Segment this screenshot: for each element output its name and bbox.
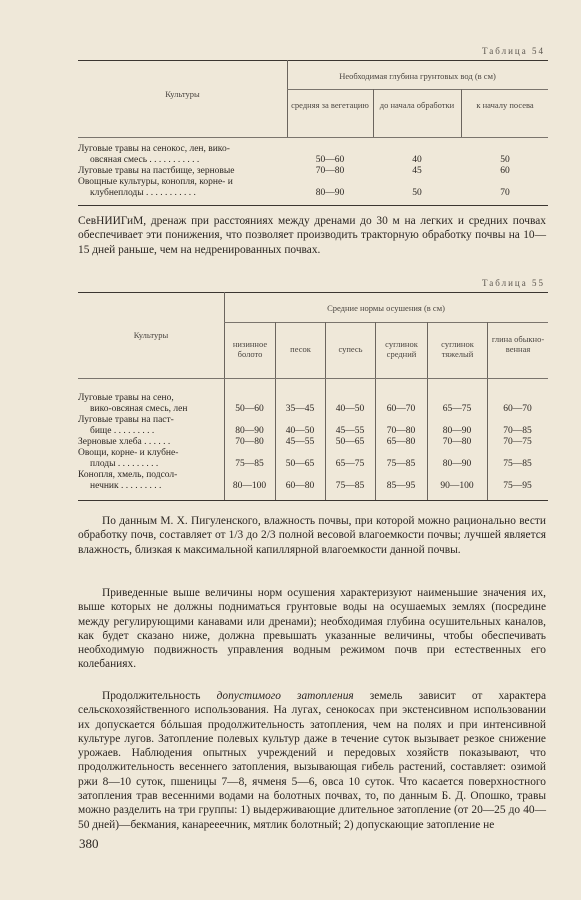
table-55-cell: 35—45 [285, 404, 315, 414]
table-55-subheader: песок [290, 344, 311, 354]
table-55-cell: 40—50 [335, 404, 365, 414]
page-number: 380 [79, 836, 99, 851]
table-55-row-label: нечник . . . . . . . . . [90, 481, 162, 491]
table-54-cell: 45 [412, 166, 422, 176]
table-55-cell: 70—85 [503, 426, 532, 436]
table-55-subheader: суглинок тяжелый [441, 339, 474, 359]
paragraph: Приведенные выше величины норм осушения характеризуют наименьшие значения их, выше которых не должны подниматься грунтовые воды на осушаемых землях (посредине между регулирующими канавами или дренами); необходимая глубина осушительных каналов, как будет сказано ниже, должна превышать указанные величины, чтобы обеспечивать необходимую подвижность управления водным режимом почв при естественных его колебаниях. [78, 587, 546, 671]
table-55-cell: 75—85 [503, 459, 532, 469]
table-55-culture-header: Культуры [133, 330, 169, 340]
table-54-cell: 70 [500, 188, 510, 198]
table-55-row-label: бище . . . . . . . . . [90, 426, 155, 436]
table-55-row-label: Луговые травы на сено, [78, 393, 174, 403]
table-55-cell: 75—85 [335, 481, 365, 491]
table-54-bottom-rule [78, 205, 548, 206]
table-55-cell: 70—80 [442, 437, 472, 447]
table-54-top-rule [78, 60, 548, 61]
paragraph: По данным М. Х. Пигуленского, влажность почвы, при которой можно рационально вести обработку почв, составляет от 1/3 до 2/3 полной весовой влагоемкости почвы; лучшей является влажность, близкая к максимальной капиллярной влагоемкости данной почвы. [78, 515, 546, 556]
table-55-subheader: глина обыкно-венная [491, 334, 545, 354]
table-54-header-rule [78, 137, 548, 138]
table-55-caption: Таблица 55 [482, 278, 545, 288]
table-55-subheader: низинное болото [232, 339, 268, 359]
table-55-row-label: Овощи, корне- и клубне- [78, 448, 179, 458]
paragraph: Продолжительность допустимого затопления земель зависит от характера сельскохозяйственного использования. На лугах, сенокосах при экстенсивном использовании их допускается бóльшая продолжительность затопления, чем на полях и при интенсивной культуре лугов. Затопление полевых культур даже в течение суток вызывает резкое снижение урожаев. Наблюдения опытных учреждений и передовых хозяйств показывают, что продолжительность весеннего затопления, вызывающая гибель растений, составляет: озимой ржи 8—10 суток, пшеницы 7—8, ячменя 5—6, овса 10 суток. Что касается поверхностного затопления трав весенними водами на болотных почвах, то, по данным Б. Д. Опошко, травы можно разделить на три группы: 1) выдерживающие длительное затопление (от 20—25 до 40—50 дней)—бекмания, канарееечник, мятлик болотный; 2) допускающие затопление не [78, 690, 547, 831]
table-55-cell: 70—80 [386, 426, 416, 436]
table-55-cell: 65—75 [442, 404, 472, 414]
table-54-cell: 40 [412, 155, 422, 165]
table-55-cell: 80—90 [442, 459, 472, 469]
table-55-row-label: плоды . . . . . . . . . [90, 459, 159, 469]
table-54-cell: 70—80 [315, 166, 345, 176]
table-54-cell: 80—90 [315, 188, 345, 198]
table-55-cell: 65—75 [335, 459, 365, 469]
table-55-row-label: Конопля, хмель, подсол- [78, 470, 178, 480]
table-55-subheader: супесь [338, 344, 363, 354]
table-54-cell: 60 [500, 166, 510, 176]
table-55-cell: 60—70 [386, 404, 416, 414]
table-54-group-header: Необходимая глубина грунтовых вод (в см) [339, 71, 496, 81]
table-55-cell: 60—80 [285, 481, 315, 491]
table-55-cell: 75—85 [235, 459, 264, 469]
table-55-cell: 85—95 [386, 481, 416, 491]
table-55-bottom-rule [78, 500, 548, 501]
table-55-cell: 75—85 [386, 459, 416, 469]
table-55-subheader: суглинок средний [385, 339, 418, 359]
table-55-cell: 75—95 [503, 481, 532, 491]
table-54-cell: 50—60 [315, 155, 345, 165]
table-55-cell: 80—100 [232, 481, 267, 491]
table-55-cell: 60—70 [503, 404, 532, 414]
table-54-subcol-rule [373, 89, 374, 137]
table-55-header-rule [78, 378, 548, 379]
table-55-cell: 90—100 [440, 481, 474, 491]
table-55-group-rule [224, 322, 548, 323]
table-55-cell: 45—55 [285, 437, 315, 447]
table-55-row-label: вико-овсяная смесь, лен [90, 404, 188, 414]
table-55-group-header: Средние нормы осушения (в см) [327, 303, 445, 313]
table-55-cell: 40—50 [285, 426, 315, 436]
table-54-culture-header: Культуры [165, 89, 200, 99]
table-55-top-rule [78, 292, 548, 293]
table-55-row-label: Луговые травы на паст- [78, 415, 174, 425]
table-54-group-rule [287, 89, 548, 90]
table-54-subheader: средняя за вегетацию [291, 100, 369, 110]
table-54-row-label: клубнеплоды . . . . . . . . . . . [90, 188, 196, 198]
table-55-cell: 80—90 [235, 426, 264, 436]
table-54-row-label: Луговые травы на пастбище, зерновые [78, 166, 235, 176]
table-55-cell: 50—65 [285, 459, 315, 469]
table-55-cell: 45—55 [335, 426, 365, 436]
emphasis: допустимого затопления [216, 690, 354, 702]
table-54-cell: 50 [500, 155, 510, 165]
table-55-cell: 50—65 [335, 437, 365, 447]
paragraph-between-tables: СевНИИГиМ, дренаж при расстояниях между дренами до 30 м на легких и средних почвах обеспечивает эти понижения, что позволяет производить тракторную обработку почвы на 10—15 дней раньше, чем на недренированных почвах. [78, 215, 546, 256]
table-54-subcol-rule [461, 89, 462, 137]
table-54-cell: 50 [412, 188, 422, 198]
table-54-subheader: до начала обработки [379, 100, 455, 110]
table-54-caption: Таблица 54 [482, 46, 545, 56]
table-55-cell: 65—80 [386, 437, 416, 447]
table-55-row-label: Зерновые хлеба . . . . . . [78, 437, 171, 447]
table-55-cell: 80—90 [442, 426, 472, 436]
table-55-cell: 70—75 [503, 437, 532, 447]
table-54-subheader: к началу посева [476, 100, 534, 110]
table-54-row-label: Луговые травы на сенокос, лен, вико- [78, 144, 230, 154]
table-54-row-label: овсяная смесь . . . . . . . . . . . [90, 155, 200, 165]
table-55-cell: 50—60 [235, 404, 264, 414]
table-55-cell: 70—80 [235, 437, 264, 447]
table-54-row-label: Овощные культуры, конопля, корне- и [78, 177, 233, 187]
